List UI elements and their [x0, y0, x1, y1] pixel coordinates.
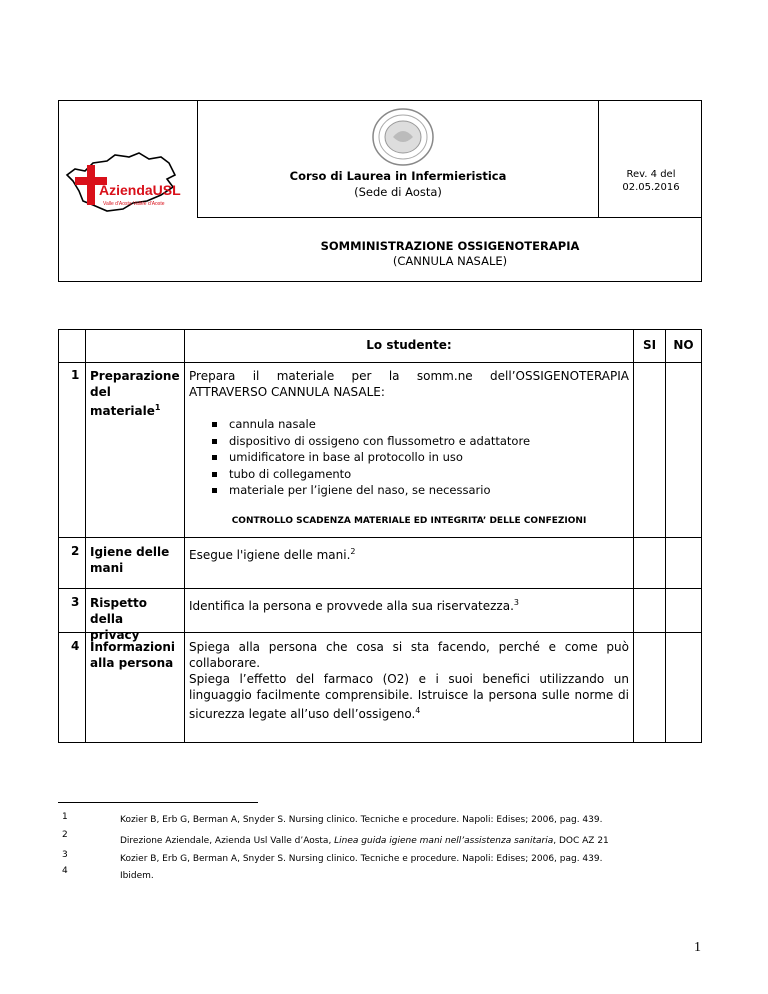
check-note: CONTROLLO SCADENZA MATERIALE ED INTEGRITA’ DELLE CONFEZIONI: [231, 516, 587, 526]
header-divider: [197, 101, 198, 217]
row-label: Informazioni alla persona: [90, 640, 175, 670]
list-item: umidificatore in base al protocollo in uso: [209, 449, 629, 466]
table-divider: [59, 588, 701, 589]
document-subtitle: (CANNULA NASALE): [392, 254, 508, 268]
footnote-separator: [58, 802, 258, 803]
row-description: Prepara il materiale per la somm.ne dell’OSSIGENOTERAPIA ATTRAVERSO CANNULA NASALE:: [189, 369, 629, 399]
column-header-no: NO: [673, 338, 694, 352]
university-seal: [371, 107, 435, 167]
header-box: [58, 100, 702, 282]
svg-text:Valle d'Aosta Vallée d'Aoste: Valle d'Aosta Vallée d'Aoste: [103, 201, 165, 207]
footnote-text: Direzione Aziendale, Azienda Usl Valle d’Aosta, Linea guida igiene mani nell’assistenza sanitaria, DOC AZ 21: [120, 836, 609, 846]
footnote-number: 4: [62, 866, 68, 876]
footnote-number: 3: [62, 850, 68, 860]
header-divider: [197, 217, 701, 218]
course-site: (Sede di Aosta): [354, 185, 442, 199]
table-divider: [59, 362, 701, 363]
list-item: cannula nasale: [209, 416, 629, 433]
row-number: 2: [71, 544, 80, 558]
row-number: 3: [71, 595, 80, 609]
row-label: Preparazione del materiale$^1$: [90, 369, 180, 418]
list-item: dispositivo di ossigeno con flussometro e adattatore: [209, 433, 629, 450]
table-divider: [59, 537, 701, 538]
table-divider: [184, 330, 185, 742]
document-title: SOMMINISTRAZIONE OSSIGENOTERAPIA: [320, 239, 580, 253]
column-header-student: Lo studente:: [366, 338, 452, 352]
row-number: 1: [71, 368, 80, 382]
azienda-usl-logo: [63, 145, 191, 217]
materials-list: [209, 416, 629, 499]
list-item: materiale per l’igiene del naso, se necessario: [209, 482, 629, 499]
header-divider: [598, 101, 599, 217]
row-description: Identifica la persona e provvede alla sua riservatezza.$^3$: [189, 598, 519, 613]
checklist-table: [58, 329, 702, 743]
footnote-number: 1: [62, 812, 68, 822]
footnote-number: 2: [62, 830, 68, 840]
table-divider: [633, 330, 634, 742]
row-label: Igiene delle mani: [90, 545, 170, 575]
list-item: tubo di collegamento: [209, 466, 629, 483]
column-header-si: SI: [642, 338, 657, 352]
course-name: Corso di Laurea in Infermieristica: [289, 169, 507, 183]
row-description: Esegue l'igiene delle mani.$^2$: [189, 547, 356, 562]
footnote-text: Ibidem.: [120, 871, 154, 881]
revision-date: 02.05.2016: [622, 182, 680, 193]
footnote-text: Kozier B, Erb G, Berman A, Snyder S. Nursing clinico. Tecniche e procedure. Napoli: Edises; 2006, pag. 439.: [120, 815, 603, 825]
footnote-text: Kozier B, Erb G, Berman A, Snyder S. Nursing clinico. Tecniche e procedure. Napoli: Edises; 2006, pag. 439.: [120, 854, 603, 864]
page-number: 1: [694, 940, 701, 955]
row-label: Rispetto della privacy: [90, 596, 147, 642]
table-divider: [665, 330, 666, 742]
row-number: 4: [71, 639, 80, 653]
svg-text:AziendaUSL: AziendaUSL: [99, 182, 181, 198]
revision-label: Rev. 4 del: [626, 169, 676, 180]
table-divider: [85, 330, 86, 742]
row-description: Spiega alla persona che cosa si sta facendo, perché e come può collaborare. Spiega l’effetto del farmaco (O2) e i suoi benefici utilizzando un linguaggio facilmente comprensibile. Istruisce la persona sulle norme di sicurezza legate all’uso dell’ossigeno.$^4$: [189, 640, 629, 721]
